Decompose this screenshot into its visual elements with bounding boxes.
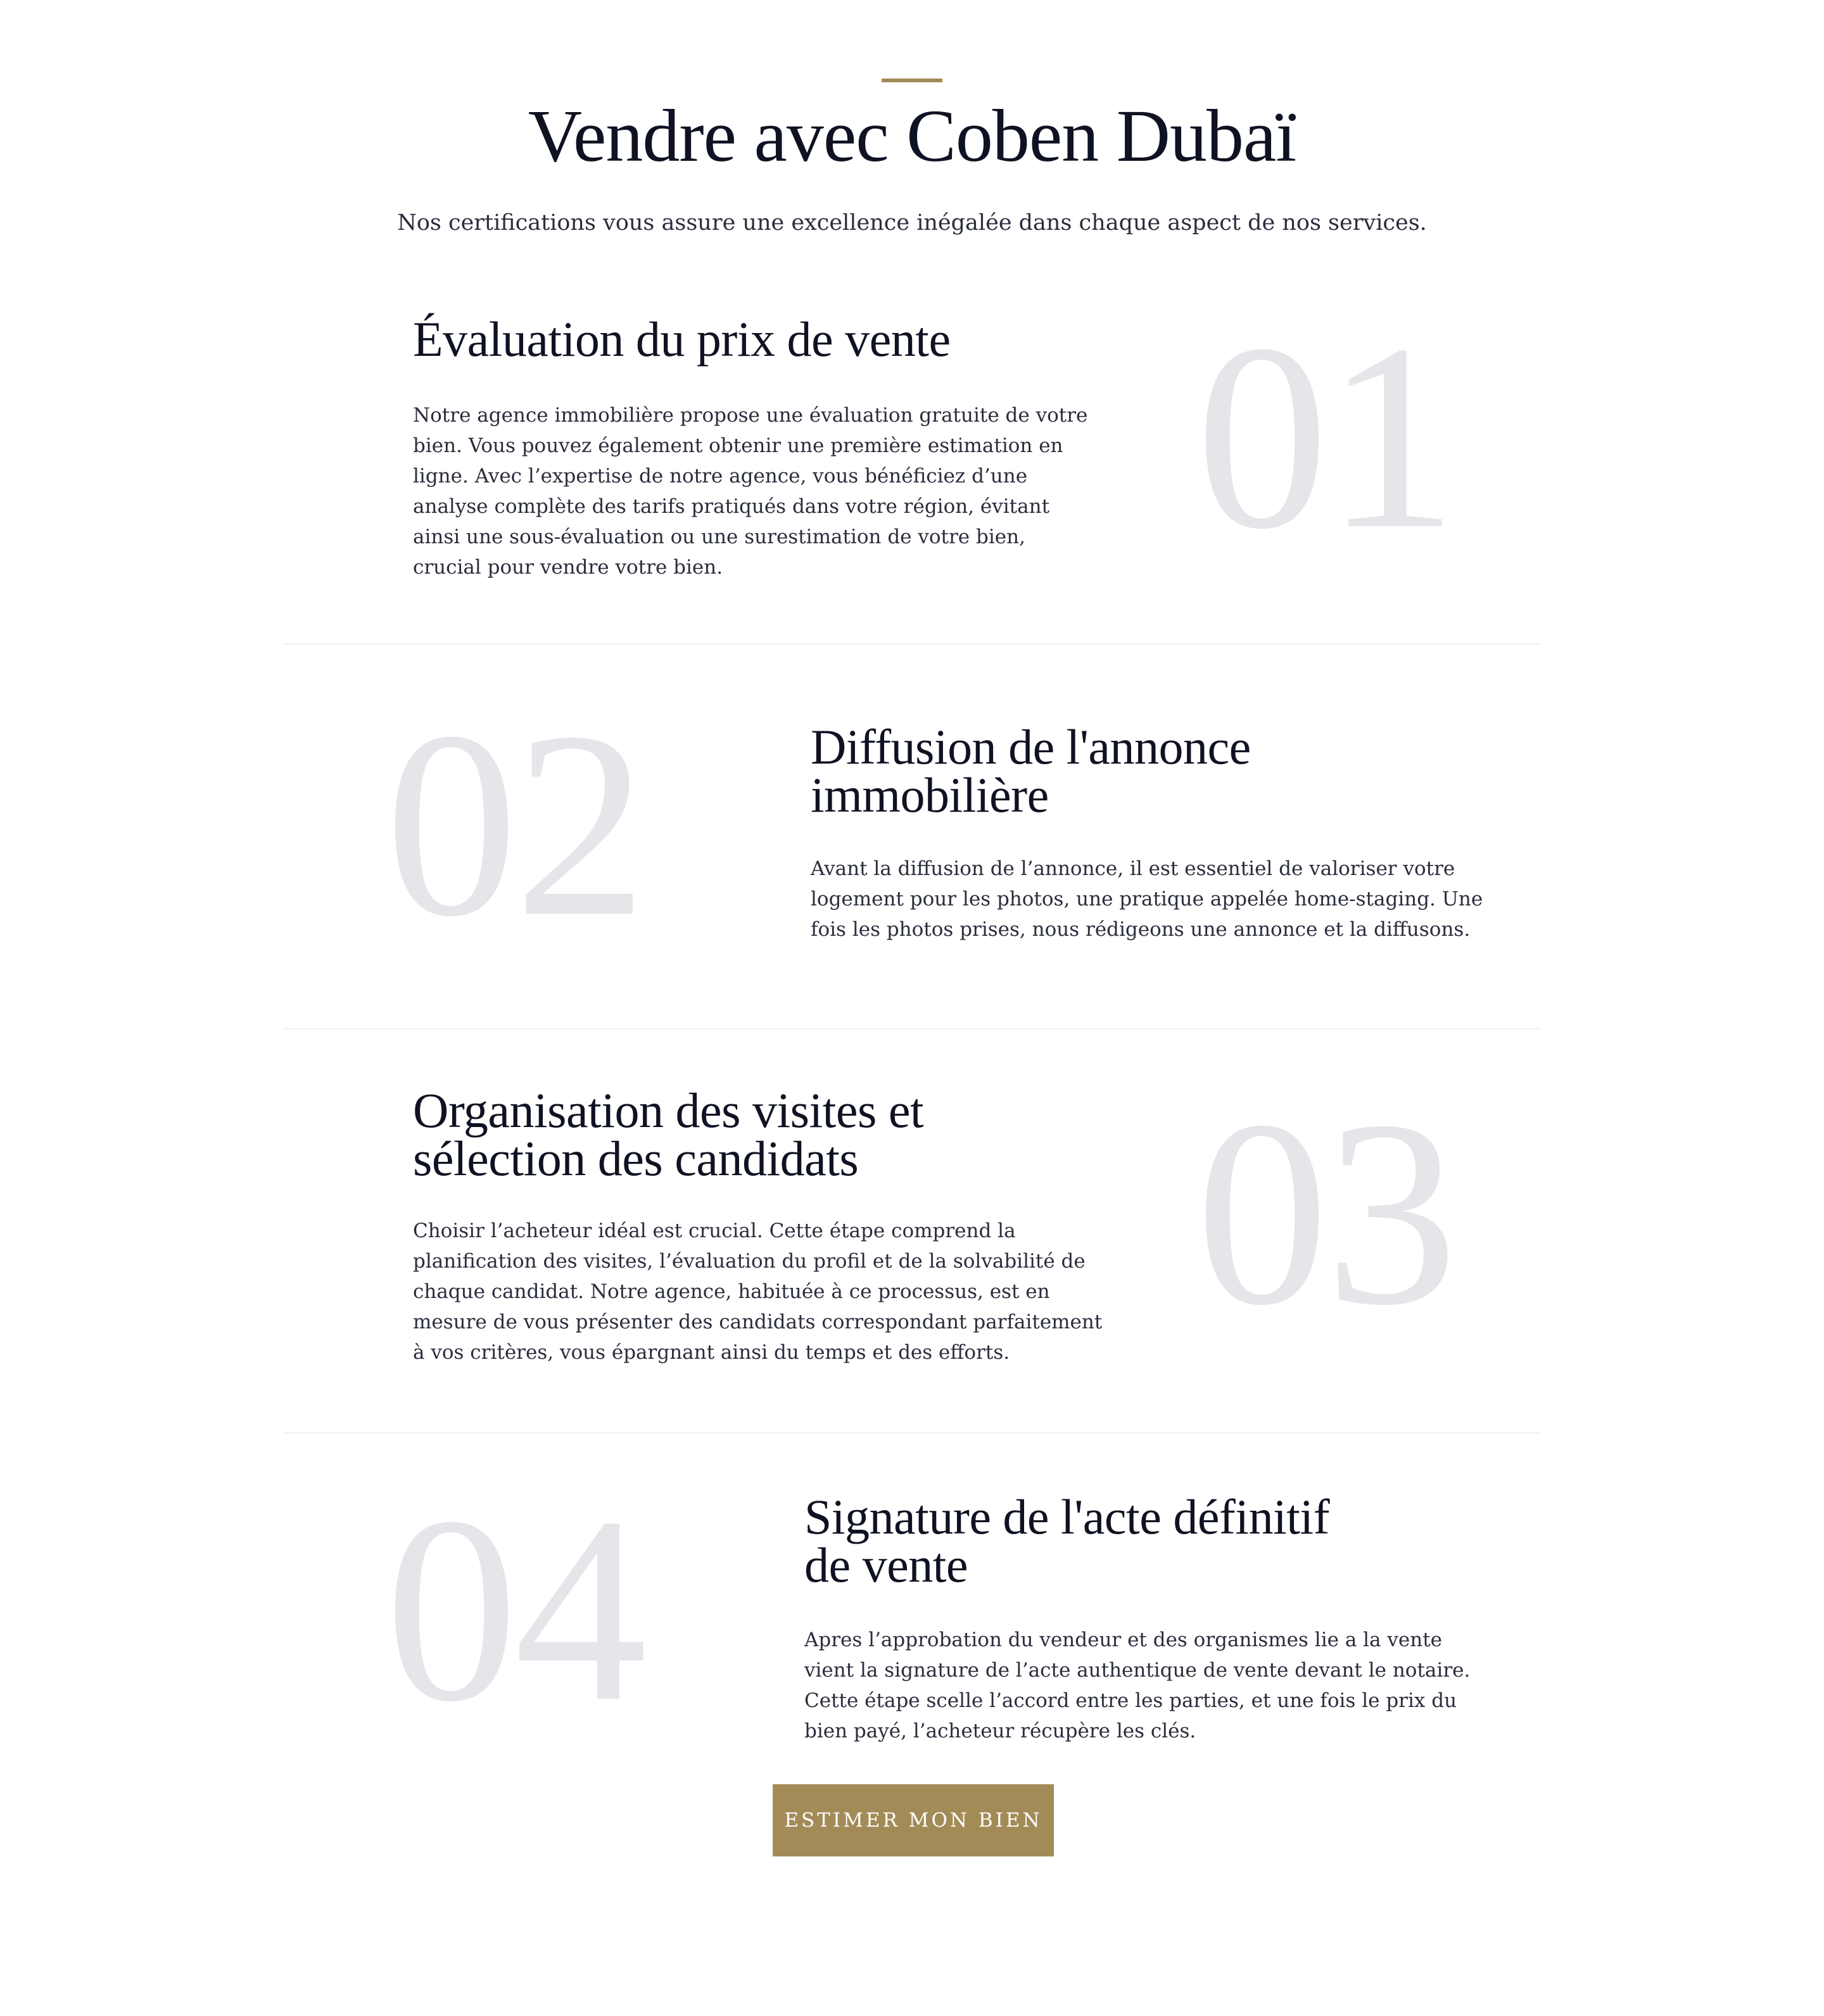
step-1-text-line: ligne. Avec l’expertise de notre agence, vous bénéficiez d’une xyxy=(413,465,1028,488)
step-1-title xyxy=(413,312,951,367)
step-3-text-line: à vos critères, vous épargnant ainsi du temps et des efforts. xyxy=(413,1341,1010,1364)
step-4-text-line: bien payé, l’acheteur récupère les clés. xyxy=(804,1720,1196,1742)
step-4-title-line: Signature de l'acte définitif xyxy=(804,1489,1330,1544)
step-2-number: 02 xyxy=(385,677,643,971)
step-3-title xyxy=(413,1083,924,1186)
page-subtitle: Nos certifications vous assure une excellence inégalée dans chaque aspect de nos services. xyxy=(397,210,1427,236)
step-4-text-line: vient la signature de l’acte authentique de vente devant le notaire. xyxy=(804,1659,1471,1682)
step-2-text-line: fois les photos prises, nous rédigeons une annonce et la diffusons. xyxy=(811,918,1471,941)
step-1-text-line: ainsi une sous-évaluation ou une surestimation de votre bien, xyxy=(413,526,1025,548)
step-1-text-line: Notre agence immobilière propose une évaluation gratuite de votre xyxy=(413,404,1088,427)
step-4-title-line: de vente xyxy=(804,1537,968,1592)
section-divider xyxy=(284,1028,1540,1030)
section-divider xyxy=(284,643,1540,645)
step-4-title xyxy=(804,1489,1330,1592)
step-3-text xyxy=(413,1216,1102,1368)
step-4-number: 04 xyxy=(385,1462,643,1756)
estimate-property-button[interactable]: ESTIMER MON BIEN xyxy=(773,1784,1054,1856)
step-1-text-line: crucial pour vendre votre bien. xyxy=(413,556,723,579)
step-3-text-line: Choisir l’acheteur idéal est crucial. Cette étape comprend la xyxy=(413,1219,1016,1242)
step-2-text-line: Avant la diffusion de l’annonce, il est essentiel de valoriser votre xyxy=(811,857,1455,880)
section-divider xyxy=(284,1432,1540,1433)
step-4-text-line: Apres l’approbation du vendeur et des organismes lie a la vente xyxy=(804,1629,1443,1651)
step-2-title-line: immobilière xyxy=(811,767,1049,822)
step-2-title-line: Diffusion de l'annonce xyxy=(811,719,1251,774)
step-1-number: 01 xyxy=(1196,289,1454,584)
step-3-title-line: Organisation des visites et xyxy=(413,1083,924,1138)
step-2-text xyxy=(811,854,1483,945)
title-accent-line xyxy=(882,79,942,82)
step-1-text-line: analyse complète des tarifs pratiqués dans votre région, évitant xyxy=(413,495,1050,518)
step-2-title xyxy=(811,719,1251,822)
step-3-text-line: chaque candidat. Notre agence, habituée à ce processus, est en xyxy=(413,1280,1050,1303)
step-1-text-line: bien. Vous pouvez également obtenir une première estimation en xyxy=(413,434,1063,457)
step-3-title-line: sélection des candidats xyxy=(413,1131,859,1186)
step-2-text-line: logement pour les photos, une pratique appelée home-staging. Une xyxy=(811,888,1483,910)
step-4-text xyxy=(804,1625,1470,1746)
step-3-text-line: mesure de vous présenter des candidats correspondant parfaitement xyxy=(413,1311,1103,1333)
step-1-title-line: Évaluation du prix de vente xyxy=(413,312,951,367)
step-4-text-line: Cette étape scelle l’accord entre les parties, et une fois le prix du xyxy=(804,1689,1457,1712)
step-3-text-line: planification des visites, l’évaluation du profil et de la solvabilité de xyxy=(413,1250,1086,1273)
step-3-number: 03 xyxy=(1196,1066,1454,1360)
step-1-text xyxy=(413,400,1087,583)
page-title: Vendre avec Coben Dubaï xyxy=(528,94,1296,177)
